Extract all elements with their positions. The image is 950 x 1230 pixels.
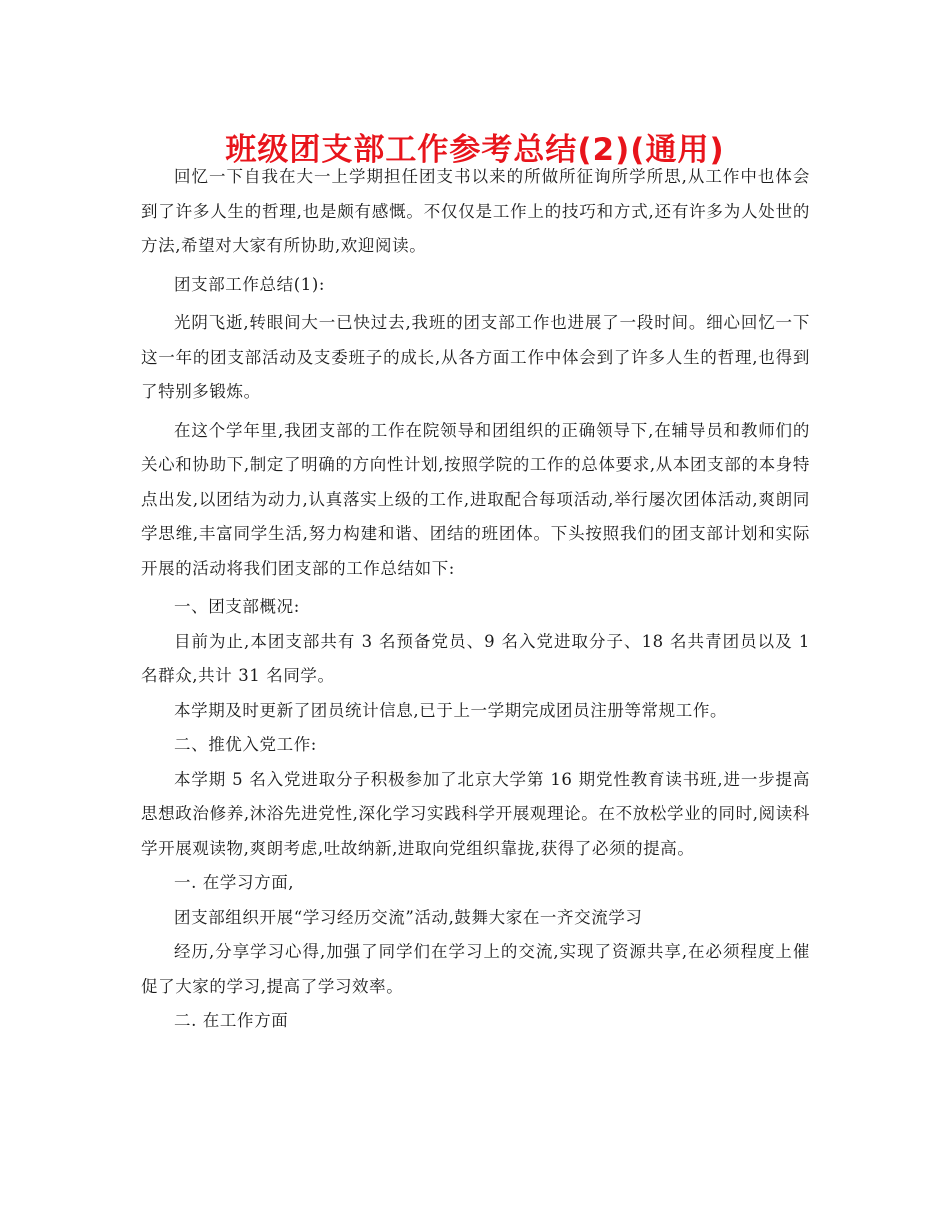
paragraph-heading-summary-1: 团支部工作总结(1): [174, 274, 326, 294]
paragraph-overview: 光阴飞逝,转眼间大一已快过去,我班的团支部工作也进展了一段时间。细心回忆一下这一年的团支部活动及支委班子的成长,从各方面工作中体会到了许多人生的哲理,也得到了特别多锻炼。 [141, 313, 810, 401]
paragraph-work-heading: 二. 在工作方面 [174, 1011, 289, 1030]
paragraph-section-1-heading: 一、团支部概况: [174, 597, 300, 616]
paragraph-party-training: 本学期 5 名入党进取分子积极参加了北京大学第 16 期党性教育读书班,进一步提高思想政治修养,沐浴先进党性,深化学习实践科学开展观理论。在不放松学业的同时,阅读科学开展观读物,爽朗考虑,吐故纳新,进取向党组织靠拢,获得了必须的提高。 [141, 769, 810, 858]
paragraph-intro: 回忆一下自我在大一上学期担任团支书以来的所做所征询所学所思,从工作中也体会到了许多人生的哲理,也是颇有感慨。不仅仅是工作上的技巧和方式,还有许多为人处世的方法,希望对大家有所协助,欢迎阅读。 [141, 167, 810, 255]
paragraph-study-heading: 一. 在学习方面, [174, 873, 295, 892]
paragraph-member-count: 目前为止,本团支部共有 3 名预备党员、9 名入党进取分子、18 名共青团员以及 1 名群众,共计 31 名同学。 [141, 631, 810, 685]
paragraph-study-activity: 团支部组织开展“学习经历交流”活动,鼓舞大家在一齐交流学习 [174, 907, 643, 927]
paragraph-year-work: 在这个学年里,我团支部的工作在院领导和团组织的正确领导下,在辅导员和教师们的关心和协助下,制定了明确的方向性计划,按照学院的工作的总体要求,从本团支部的本身特点出发,以团结为动力,认真落实上级的工作,进取配合每项活动,举行屡次团体活动,爽朗同学思维,丰富同学生活,努力构建和谐、团结的班团体。下头按照我们的团支部计划和实际开展的活动将我们团支部的工作总结如下: [141, 420, 810, 578]
document-title: 班级团支部工作参考总结(2)(通用) [225, 132, 725, 168]
paragraph-member-update: 本学期及时更新了团员统计信息,已于上一学期完成团员注册等常规工作。 [174, 700, 728, 720]
paragraph-study-result: 经历,分享学习心得,加强了同学们在学习上的交流,实现了资源共享,在必须程度上催促了大家的学习,提高了学习效率。 [141, 942, 810, 996]
document-body [141, 160, 810, 1039]
paragraph-section-2-heading: 二、推优入党工作: [174, 735, 317, 754]
